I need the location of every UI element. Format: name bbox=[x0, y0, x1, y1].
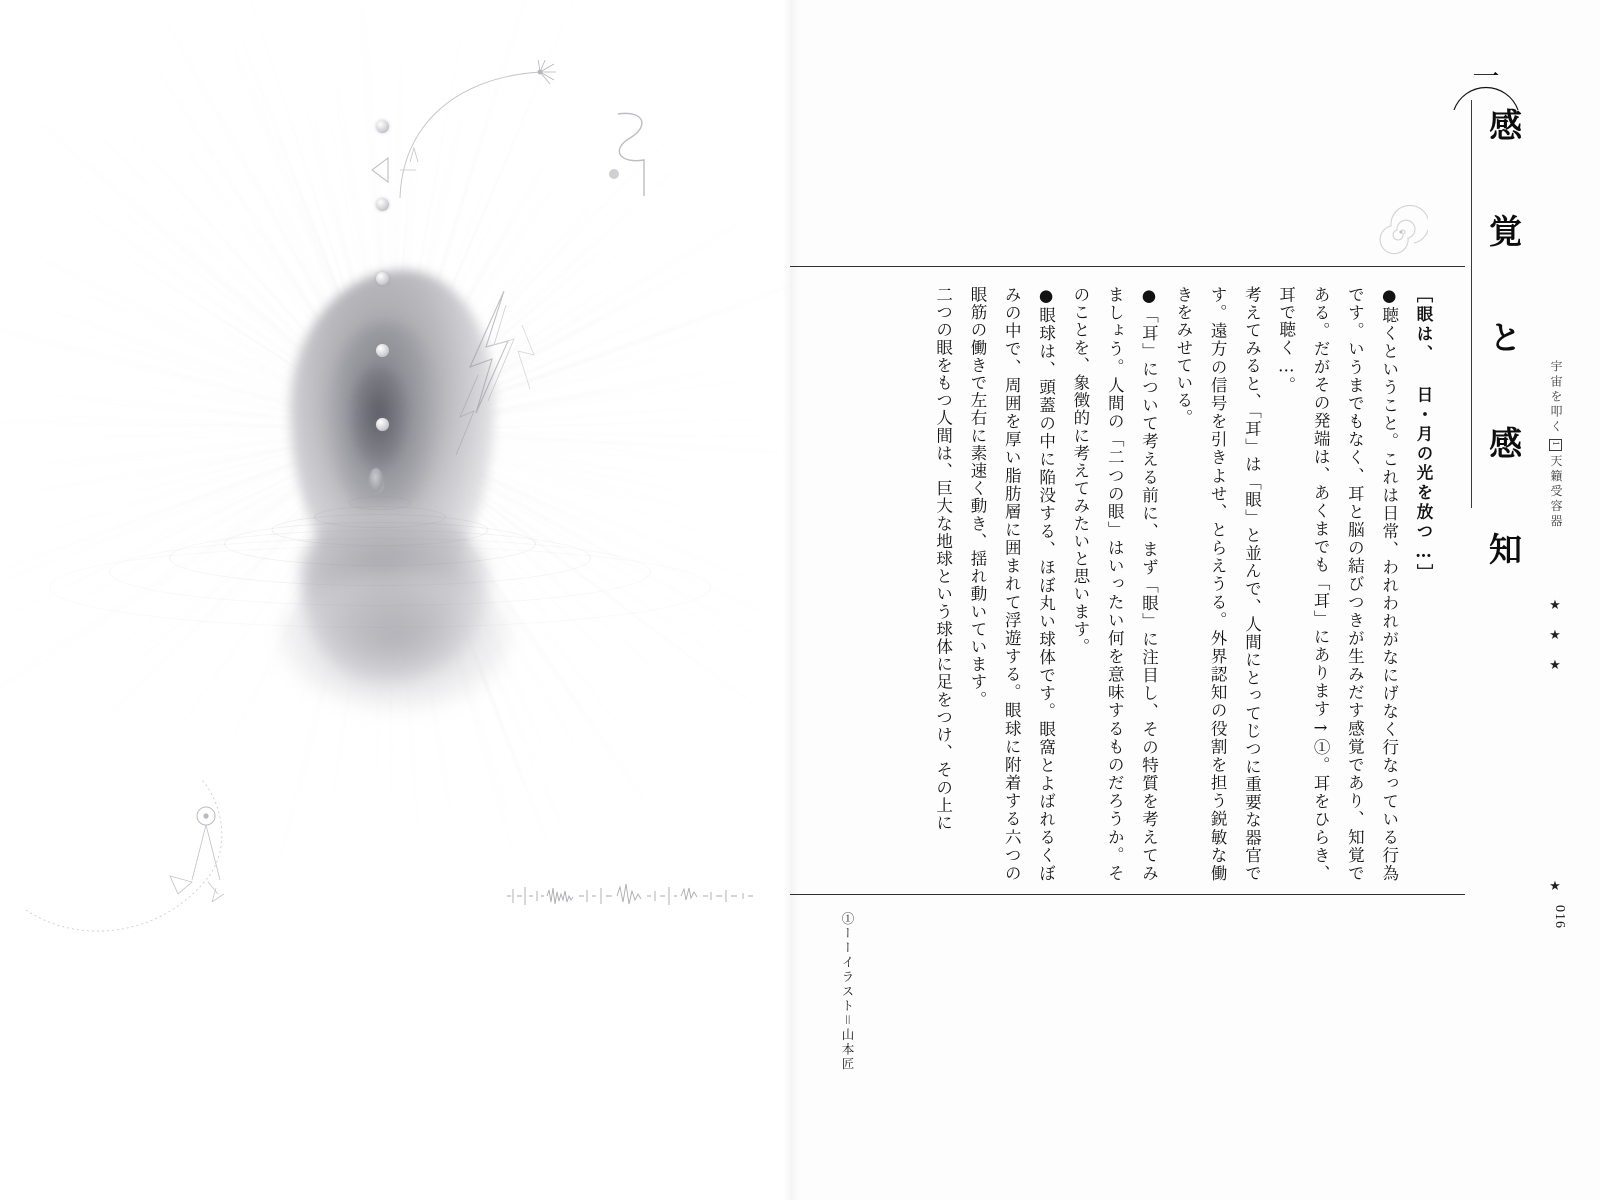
bead-icon bbox=[376, 198, 389, 211]
illustration-credit: ①ーーイラスト＝山本匠 bbox=[840, 912, 854, 1072]
page-number: 016 bbox=[1552, 905, 1567, 929]
body-paragraph: 二つの眼をもつ人間は、巨大な地球という球体に足をつけ、その上に bbox=[933, 286, 953, 832]
body-paragraph: 考えてみると、「耳」は「眼」と並んで、人間にとってじつに重要な器官です。遠方の信号を引きよせ、とらえうる。外界認知の役割を担う鋭敏な働きをみせている。 bbox=[1173, 286, 1262, 882]
body-paragraph: ●「耳」について考える前に、まず「眼」に注目し、その特質を考えてみましょう。人間の「二つの眼」はいったい何を意味するものだろうか。そのことを、象徴的に考えてみたいと思います。 bbox=[1070, 286, 1159, 882]
pendulum-doodle-icon bbox=[20, 760, 300, 950]
page-title: 感 覚 と 感 知 bbox=[1484, 108, 1523, 582]
chapter-number-badge bbox=[1450, 38, 1522, 110]
body-paragraph: ●眼球は、頭蓋の中に陥没する、ほぼ丸い球体です。眼窩とよばれるくぼみの中で、周囲を厚い脂肪層に囲まれて浮遊する。眼球に附着する六つの眼筋の働きで左右に素速く動き、揺れ動いています。 bbox=[967, 286, 1056, 882]
running-head bbox=[1548, 360, 1565, 530]
body-rule-top bbox=[790, 266, 1465, 267]
lightning-icon bbox=[430, 285, 550, 475]
spiral-ornament-icon bbox=[1374, 205, 1428, 259]
title-divider bbox=[1471, 100, 1472, 508]
running-head-number: 1 bbox=[1551, 441, 1561, 449]
body-text bbox=[925, 286, 1440, 882]
glyph-doodle-icon bbox=[600, 100, 670, 210]
bead-icon bbox=[376, 272, 389, 285]
running-head-title: 宇宙を叩く bbox=[1549, 360, 1563, 435]
body-paragraph: ●聴くということ。これは日常、われわれがなにげなく行なっている行為です。いうまでもなく、耳と脳の結びつきが生みだす感覚であり、知覚である。だがその発端は、あくまでも「耳」にあります→①。耳をひらき、耳で聴く…。 bbox=[1276, 286, 1399, 882]
star-icon: ★ bbox=[1549, 657, 1561, 672]
body-lead: ［眼は、 日・月の光を放つ…］ bbox=[1414, 286, 1433, 584]
tiny-mark-icon bbox=[404, 140, 430, 170]
text-panel bbox=[790, 0, 1600, 1200]
bead-icon bbox=[376, 344, 389, 357]
antenna-doodle-icon bbox=[390, 60, 620, 200]
star-icon: ★ bbox=[1549, 597, 1561, 612]
chapter-number: 一 bbox=[1472, 61, 1500, 92]
star-icon: ★ bbox=[1549, 627, 1561, 642]
bead-icon bbox=[376, 120, 389, 133]
running-head-subtitle: 天籟受容器 bbox=[1549, 454, 1563, 530]
star-icon: ★ bbox=[1549, 878, 1561, 893]
audio-waveform-icon bbox=[505, 875, 755, 917]
star-column bbox=[1546, 590, 1564, 680]
illustration-panel bbox=[0, 0, 790, 1200]
body-rule-bottom bbox=[790, 894, 1465, 895]
bead-icon bbox=[376, 418, 389, 431]
